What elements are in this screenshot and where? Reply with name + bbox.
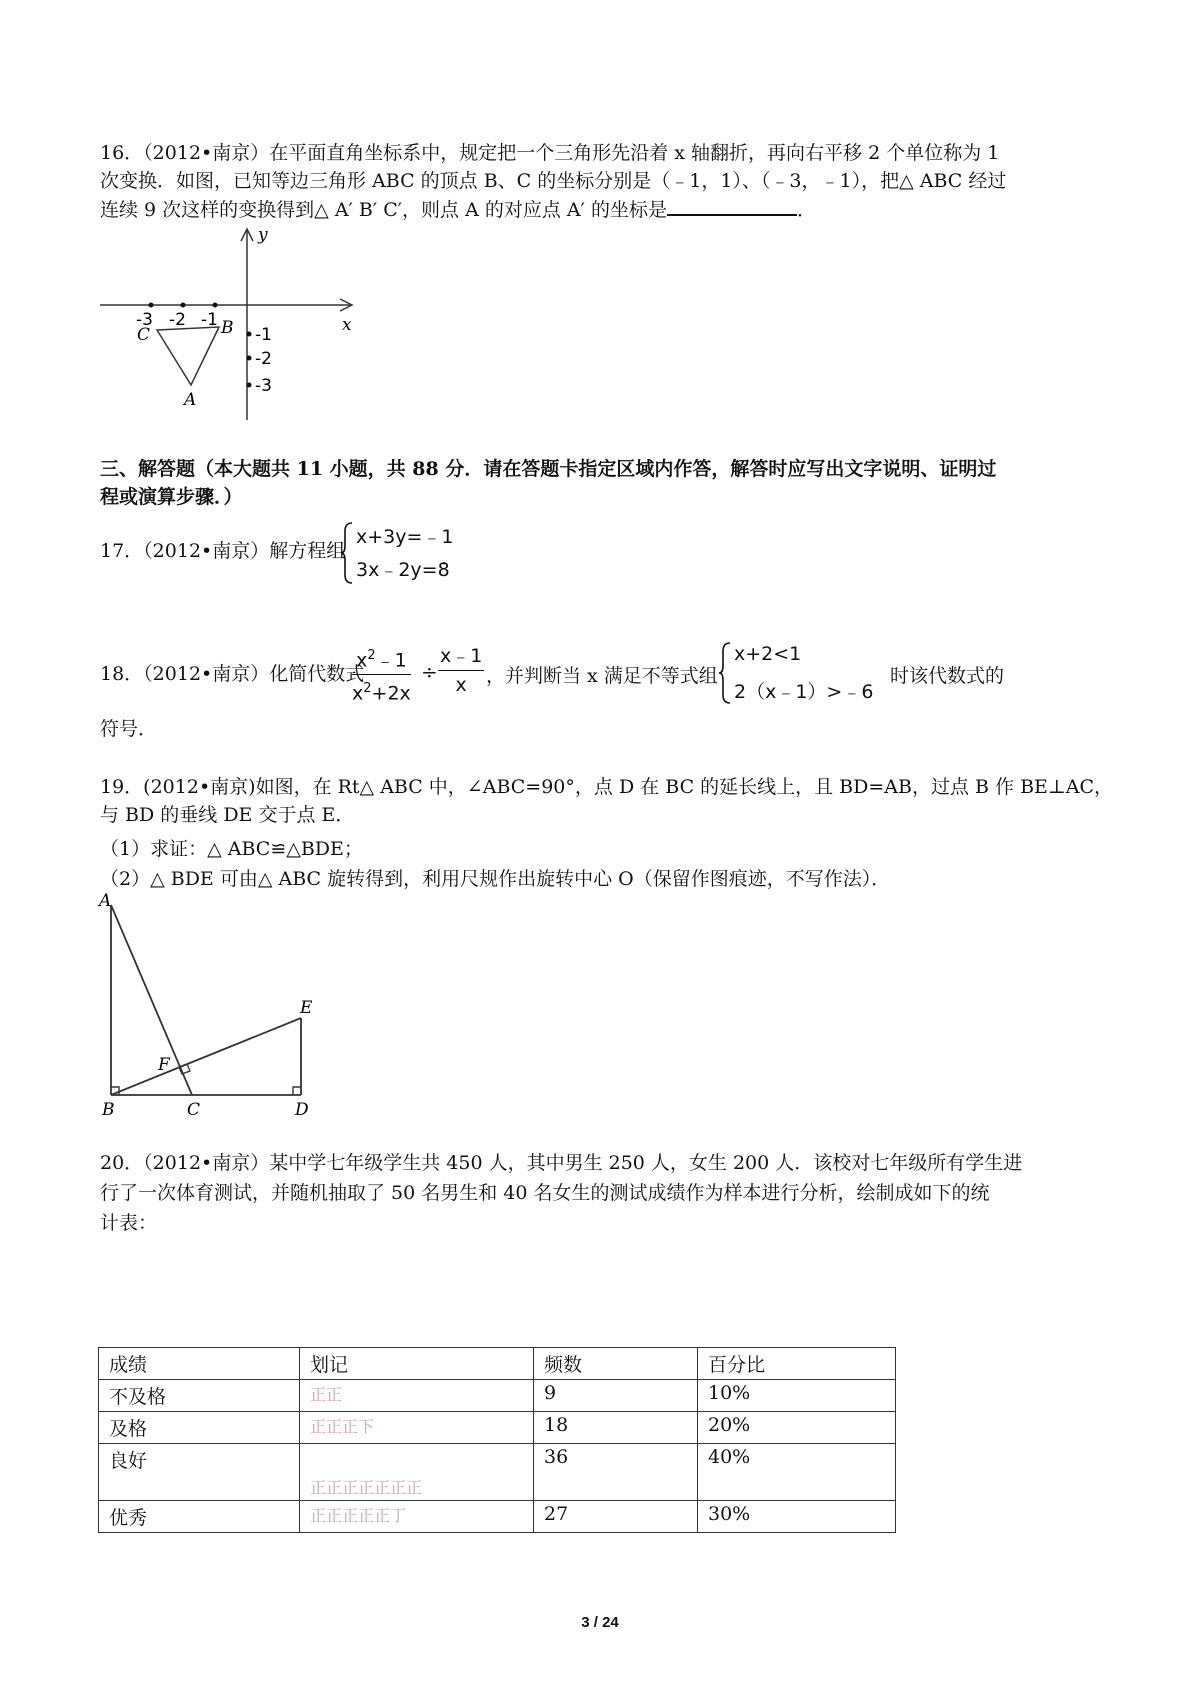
tally-marks: 正正正正正正正 bbox=[310, 1478, 423, 1497]
tally-marks: 正正正正正丁 bbox=[310, 1506, 407, 1525]
y-tick-dot bbox=[247, 356, 252, 361]
q19-geometry-figure bbox=[92, 890, 332, 1122]
q16-line-3: 连续 9 次这样的变换得到△ A′ B′ C′，则点 A 的对应点 A′ 的坐标是 ． bbox=[100, 196, 816, 223]
y-tick-label: -2 bbox=[255, 349, 272, 369]
x-tick-label: -1 bbox=[201, 310, 218, 330]
y-tick-label: -1 bbox=[255, 325, 272, 345]
q16-line-2: 次变换．如图，已知等边三角形 ABC 的顶点 B、C 的坐标分别是（﹣1，1）、（﹣3，﹣1），把△ ABC 经过 bbox=[100, 170, 1007, 192]
q18-prefix: 18．（2012•南京）化简代数式 bbox=[100, 663, 365, 685]
q18-inequality-2: 2（x﹣1）>﹣6 bbox=[734, 681, 874, 703]
tally-marks: 正正 bbox=[310, 1385, 343, 1404]
x-tick-label: -3 bbox=[136, 310, 153, 330]
q20-line-3: 计表： bbox=[100, 1212, 158, 1234]
tally-marks: 正正正下 bbox=[310, 1417, 375, 1436]
point-b-label: B bbox=[221, 318, 234, 338]
q20-line-1: 20．（2012•南京）某中学七年级学生共 450 人，其中男生 250 人，女生 200 人．该校对七年级所有学生进 bbox=[100, 1152, 1023, 1174]
q18-suffix: 时该代数式的 bbox=[890, 665, 1005, 687]
table-header: 成绩 bbox=[99, 1348, 300, 1380]
table-cell: 优秀 bbox=[99, 1501, 300, 1533]
x-tick-label: -2 bbox=[169, 310, 186, 330]
x-axis-label: x bbox=[342, 315, 352, 335]
x-tick-dot bbox=[181, 303, 186, 308]
q17-suffix: ． bbox=[441, 547, 461, 569]
table-cell: 良好 bbox=[99, 1444, 300, 1501]
q18-middle-text: ，并判断当 x 满足不等式组 bbox=[486, 665, 718, 687]
table-cell: 36 bbox=[534, 1444, 698, 1501]
q17-prefix: 17．（2012•南京）解方程组 bbox=[100, 540, 346, 562]
y-tick-dot bbox=[247, 332, 252, 337]
q19-line-2: 与 BD 的垂线 DE 交于点 E． bbox=[100, 804, 355, 826]
table-cell: 及格 bbox=[99, 1412, 300, 1444]
table-cell: 不及格 bbox=[99, 1380, 300, 1412]
table-cell: 9 bbox=[534, 1380, 698, 1412]
point-b-label: B bbox=[102, 1100, 115, 1120]
q19-part-2: （2）△ BDE 可由△ ABC 旋转得到，利用尺规作出旋转中心 O（保留作图痕迹，不写作法）． bbox=[100, 868, 891, 890]
q16-coordinate-figure bbox=[95, 225, 370, 425]
table-header-row bbox=[99, 1348, 896, 1380]
brace-icon bbox=[718, 641, 732, 705]
table-row bbox=[99, 1412, 896, 1444]
y-axis-label: y bbox=[258, 225, 268, 245]
table-cell: 20% bbox=[698, 1412, 896, 1444]
q18-line-2: 符号． bbox=[100, 718, 158, 740]
right-angle-mark-d bbox=[293, 1087, 301, 1095]
table-cell bbox=[300, 1412, 534, 1444]
section-3-heading-line-1: 三、解答题（本大题共 11 小题，共 88 分．请在答题卡指定区域内作答，解答时应写出文字说明、证明过 bbox=[100, 458, 997, 480]
table-row bbox=[99, 1501, 896, 1533]
brace-icon bbox=[340, 521, 354, 585]
table-cell bbox=[300, 1501, 534, 1533]
q18-inequality-1: x+2<1 bbox=[734, 643, 802, 665]
table-header: 频数 bbox=[534, 1348, 698, 1380]
point-f-label: F bbox=[158, 1055, 170, 1075]
q17-equation-2: 3x﹣2y=8 bbox=[356, 559, 450, 581]
q16-line-3-text: 连续 9 次这样的变换得到△ A′ B′ C′，则点 A 的对应点 A′ 的坐标是 bbox=[100, 199, 667, 221]
table-cell: 40% bbox=[698, 1444, 896, 1501]
q18-fraction-2: $\frac{x﹣1}{x}$ bbox=[438, 642, 484, 699]
table-cell bbox=[300, 1444, 534, 1501]
y-tick-dot bbox=[247, 383, 252, 388]
table-cell: 30% bbox=[698, 1501, 896, 1533]
point-d-label: D bbox=[295, 1100, 309, 1120]
table-cell: 10% bbox=[698, 1380, 896, 1412]
q19-part-1: （1）求证：△ ABC≌△BDE； bbox=[100, 838, 363, 860]
x-tick-dot bbox=[149, 303, 154, 308]
point-c-label: C bbox=[137, 325, 151, 345]
statistics-table bbox=[98, 1347, 896, 1533]
point-a-label: A bbox=[184, 390, 197, 410]
point-c-label: C bbox=[187, 1100, 201, 1120]
q18-fraction-1: $\frac{x^2﹣1}{x^2+2x}$ bbox=[352, 642, 411, 708]
table-cell: 18 bbox=[534, 1412, 698, 1444]
answer-blank[interactable] bbox=[667, 196, 797, 216]
division-sign: ÷ bbox=[421, 660, 438, 684]
table-header: 划记 bbox=[300, 1348, 534, 1380]
x-tick-dot bbox=[213, 303, 218, 308]
q19-line-1: 19．(2012•南京)如图，在 Rt△ ABC 中，∠ABC=90°，点 D 在 BC 的延长线上，且 BD=AB，过点 B 作 BE⊥AC， bbox=[100, 776, 1114, 798]
table-row bbox=[99, 1380, 896, 1412]
q20-line-2: 行了一次体育测试，并随机抽取了 50 名男生和 40 名女生的测试成绩作为样本进行分析，绘制成如下的统 bbox=[100, 1182, 990, 1204]
q17-equation-1: x+3y=﹣1 bbox=[356, 526, 454, 548]
triangle-abc bbox=[157, 327, 219, 385]
point-a-label: A bbox=[99, 891, 112, 911]
q16-line-1: 16．（2012•南京）在平面直角坐标系中，规定把一个三角形先沿着 x 轴翻折，再向右平移 2 个单位称为 1 bbox=[100, 142, 1000, 164]
y-tick-label: -3 bbox=[255, 376, 272, 396]
point-e-label: E bbox=[300, 998, 313, 1018]
table-cell bbox=[300, 1380, 534, 1412]
table-cell: 27 bbox=[534, 1501, 698, 1533]
table-header: 百分比 bbox=[698, 1348, 896, 1380]
segment-be bbox=[111, 1018, 301, 1095]
table-row bbox=[99, 1444, 896, 1501]
section-3-heading-line-2: 程或演算步骤．） bbox=[100, 486, 243, 508]
page-number: 3 / 24 bbox=[581, 1614, 619, 1631]
